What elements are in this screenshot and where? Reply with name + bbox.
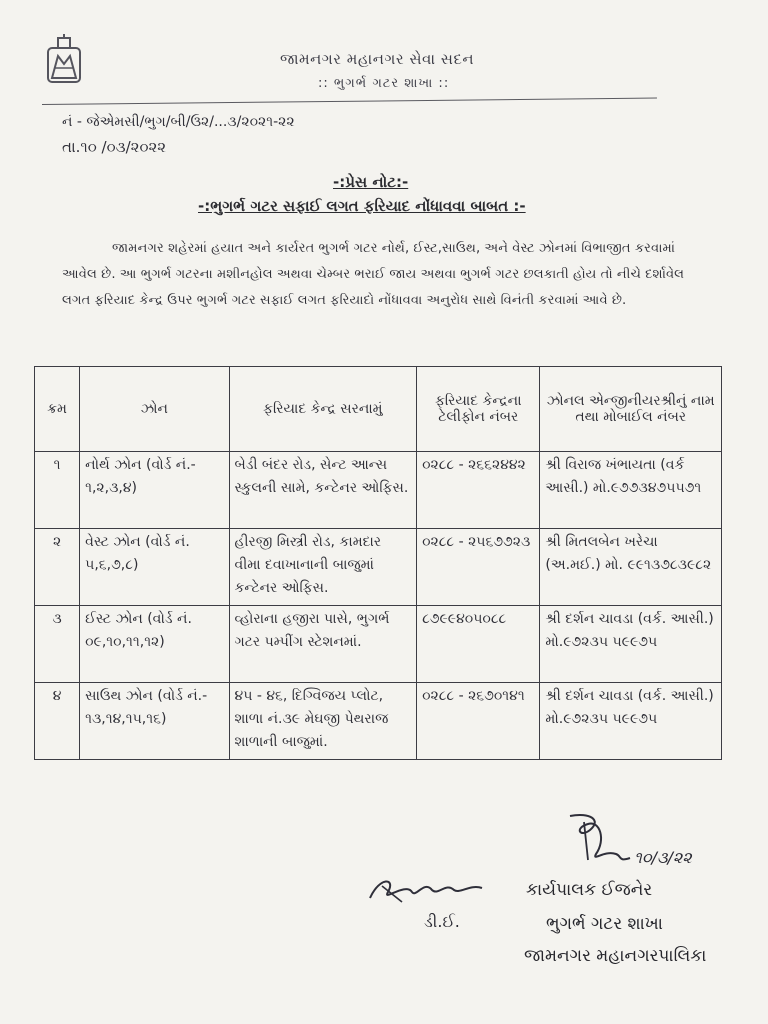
deputy-engineer-signature (362, 868, 502, 914)
cell-phone: ૦૨૮૮ - ૨૫૬૭૭૨૩ (417, 529, 540, 606)
cell-phone: ૮૭૯૯૪૦૫૦૮૮ (417, 606, 540, 683)
header-engineer: ઝોનલ એન્જીનીયરશ્રીનું નામ તથા મોબાઈલ નંબર (540, 367, 722, 452)
cell-zone: સાઉથ ઝોન (વોર્ડ નં.- ૧૩,૧૪,૧૫,૧૬) (80, 683, 229, 760)
cell-address: હીરજી મિસ્ત્રી રોડ, કામદાર વીમા દવાખાનાની બાજુમાં કન્ટેનર ઓફિસ. (229, 529, 417, 606)
press-note-subject: -:ભુગર્ભ ગટર સફાઈ લગત ફરિયાદ નોંધાવવા બાબત :- (198, 197, 526, 215)
header-address: ફરિયાદ કેન્દ્ર સરનામું (229, 367, 417, 452)
cell-address: ૪૫ - ૪૬, દિગ્વિજય પ્લોટ, શાળા નં.૩૯ મેઘજી પેથરાજ શાળાની બાજુમાં. (229, 683, 417, 760)
cell-address: બેડી બંદર રોડ, સેન્ટ આન્સ સ્કુલની સામે, કન્ટેનર ઓફિસ. (229, 452, 417, 529)
header-sr: ક્રમ (35, 367, 80, 452)
cell-sr: ૪ (35, 683, 80, 760)
cell-phone: ૦૨૮૮ - ૨૬૭૦૧૪૧ (417, 683, 540, 760)
table-row (35, 606, 722, 683)
body-paragraph: જામનગર શહેરમાં હયાત અને કાર્યરત ભુગર્ભ ગટર નોર્થ, ઈસ્ટ,સાઉથ, અને વેસ્ટ ઝોનમાં વિભાજીત કરવામાં આવેલ છે. આ ભુગર્ભ ગટરના મશીનહોલ અથવા ચેમ્બર ભરાઈ જાય અથવા ભુગર્ભ ગટર છલકાતી હોય તો નીચે દર્શાવેલ લગત ફરિયાદ કેન્દ્ર ઉપર ભુગર્ભ ગટર સફાઈ લગત ફરિયાદો નોંધાવવા અનુરોધ સાથે વિનંતી કરવામાં આવે છે. (62, 241, 685, 308)
cell-engineer: શ્રી મિતલબેન ખરેચા (અ.મઈ.) મો. ૯૯૧૩૭૮૩૯૮૨ (540, 529, 722, 606)
organization-header: જામનગર મહાનગર સેવા સદન (280, 50, 475, 68)
cell-engineer: શ્રી વિરાજ ખંભાયતા (વર્ક આસી.) મો.૯૭૭૩૪૭૫૫૭૧ (540, 452, 722, 529)
table-row (35, 529, 722, 606)
signatory-organization: જામનગર મહાનગરપાલિકા (524, 946, 707, 966)
reference-number: નં - જેએમસી/ભુગ/બી/ઉ૨/...૩/૨૦૨૧-૨૨ (62, 114, 295, 130)
cell-address: વ્હોરાના હજીરા પાસે, ભુગર્ભ ગટર પમ્પીંગ સ્ટેશનમાં. (229, 606, 417, 683)
table-row (35, 452, 722, 529)
municipal-emblem-icon (42, 34, 86, 86)
signature-date: ૧૦/૩/૨૨ (634, 848, 692, 867)
cell-engineer: શ્રી દર્શન ચાવડા (વર્ક. આસી.) મો.૯૭૨૩૫ ૫૯૯૭૫ (540, 606, 722, 683)
cell-zone: ઈસ્ટ ઝોન (વોર્ડ નં. ૦૯,૧૦,૧૧,૧૨) (80, 606, 229, 683)
de-label: ડી.ઈ. (424, 912, 460, 931)
header-zone: ઝોન (80, 367, 229, 452)
executive-engineer-signature (560, 810, 640, 870)
document-date: તા.૧૦ /૦૩/૨૦૨૨ (62, 138, 167, 156)
signatory-department: ભુગર્ભ ગટર શાખા (546, 914, 663, 934)
cell-zone: વેસ્ટ ઝોન (વોર્ડ નં. ૫,૬,૭,૮) (80, 529, 229, 606)
signatory-designation: કાર્યપાલક ઈજનેર (526, 880, 653, 900)
table-row (35, 683, 722, 760)
cell-sr: ૨ (35, 529, 80, 606)
header-divider (42, 98, 657, 105)
header-phone: ફરિયાદ કેન્દ્રના ટેલીફોન નંબર (417, 367, 540, 452)
complaint-centers-table (34, 366, 722, 760)
cell-sr: ૩ (35, 606, 80, 683)
department-header: :: ભુગર્ભ ગટર શાખા :: (318, 76, 450, 91)
cell-engineer: શ્રી દર્શન ચાવડા (વર્ક. આસી.) મો.૯૭૨૩૫ ૫૯૯૭૫ (540, 683, 722, 760)
press-note-title: -:પ્રેસ નોટ:- (333, 173, 409, 191)
cell-zone: નોર્થ ઝોન (વોર્ડ નં.- ૧,૨,૩,૪) (80, 452, 229, 529)
table-header-row (35, 367, 722, 452)
cell-sr: ૧ (35, 452, 80, 529)
cell-phone: ૦૨૮૮ - ૨૬૬૨૪૪૨ (417, 452, 540, 529)
